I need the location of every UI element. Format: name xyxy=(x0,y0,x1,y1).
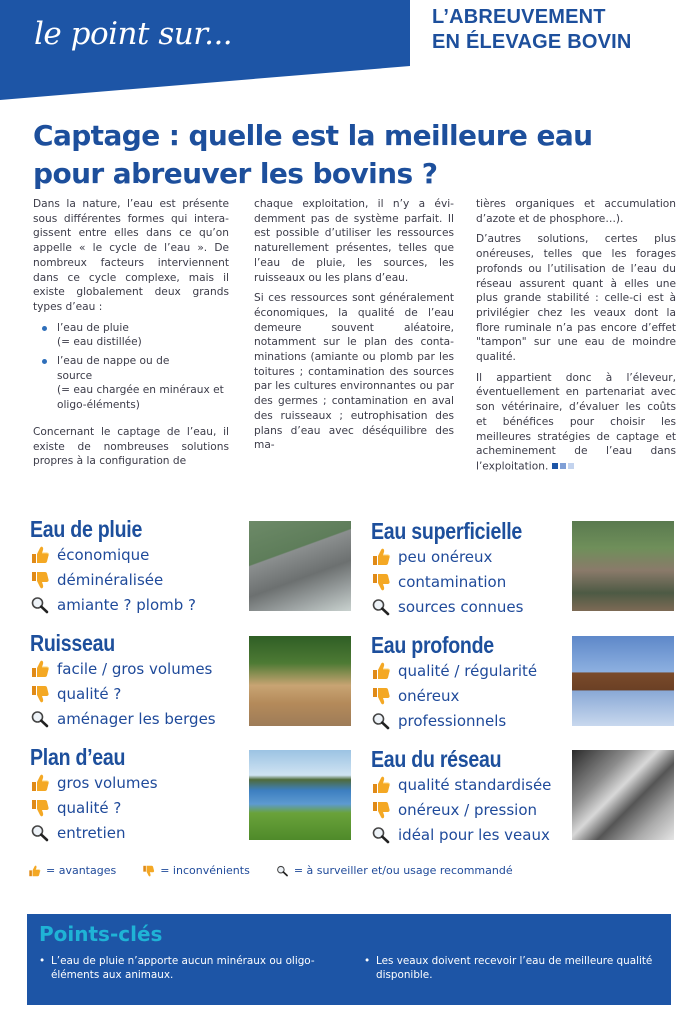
legend-con-label: = inconvénients xyxy=(160,864,250,877)
magnifier-icon xyxy=(30,596,50,614)
list-item-line: (= eau distillée) xyxy=(57,336,142,349)
thumbs-down-icon xyxy=(30,571,50,589)
topic-line-2: EN ÉLEVAGE BOVIN xyxy=(432,31,632,53)
hand-pump-bucket-photo xyxy=(572,521,674,611)
paragraph: chaque exploitation, il n’y a évidemment pas de système parfait. Il est possible d’utiliser les ressources naturellement présentes, telles que l’eau de pluie, les sources, les ruisseaux ou les plans d’eau. xyxy=(254,198,454,284)
icon-legend xyxy=(28,864,539,877)
water-types-list xyxy=(33,321,229,413)
magnifier-icon xyxy=(276,865,289,877)
magnifier-icon xyxy=(371,712,391,730)
con-text: qualité ? xyxy=(57,798,122,817)
magnifier-icon xyxy=(371,826,391,844)
list-item-line: l’eau de nappe ou de source xyxy=(57,355,170,382)
thumbs-up-icon xyxy=(30,546,50,564)
paragraph-text: Il appartient donc à l’éleveur, éventuellement en partenariat avec son vétérinaire, d’évaluer les coûts et bénéfices pour choisir les meilleures stratégies de captage et acheminement de l’eau dans l’exploitation. xyxy=(476,371,676,473)
con-text: onéreux xyxy=(398,686,460,705)
topic-heading xyxy=(432,5,632,55)
pro-text: facile / gros volumes xyxy=(57,659,213,678)
article-column-2 xyxy=(254,197,454,459)
watch-text: idéal pour les veaux xyxy=(398,825,550,844)
title-line-1: Captage : quelle est la meilleure eau xyxy=(33,119,593,152)
key-point: • L’eau de pluie n’apporte aucun minéraux ou oligo-éléments aux animaux. xyxy=(39,954,319,982)
series-label: le point sur... xyxy=(34,16,233,52)
water-source-title: Eau du réseau xyxy=(371,746,502,772)
key-point: • Les veaux doivent recevoir l’eau de meilleure qualité disponible. xyxy=(364,954,664,982)
title-line-2: pour abreuver les bovins ? xyxy=(33,157,438,190)
list-item-line: l’eau de pluie xyxy=(57,321,129,334)
thumbs-up-icon xyxy=(28,865,41,877)
watch-text: entretien xyxy=(57,823,126,842)
key-points-list-right xyxy=(364,954,664,982)
pro-text: peu onéreux xyxy=(398,547,493,566)
watch-text: sources connues xyxy=(398,597,524,616)
article-title xyxy=(33,117,673,193)
thumbs-up-icon xyxy=(30,660,50,678)
water-tap-photo xyxy=(572,750,674,840)
paragraph: D’autres solutions, certes plus onéreuses, telles que les forages profonds ou l’utilisation de l’eau du réseau assurent quant à elles une plus grande stabilité : celle-ci est à privilégier chez les veaux dont la flore ruminale n’a pas encore d’effet "tampon" sur une eau de moindre qualité. xyxy=(476,233,676,364)
thumbs-down-icon xyxy=(142,865,155,877)
end-mark-squares xyxy=(552,459,576,474)
water-source-title: Plan d’eau xyxy=(30,744,126,770)
list-item-line: (= eau chargée en minéraux et oligo-éléments) xyxy=(57,384,224,412)
paragraph: Si ces ressources sont généralement économiques, la qualité de l’eau demeure souvent aléatoire, notamment sur le plan des contaminations (amiante ou plomb par les toitures ; contamination des sources par les cultures environnantes ou par des germes ; contamination en aval des ruisseaux ; eutrophisation des plans d’eau avec déséquilibre des ma- xyxy=(254,292,454,452)
water-source-title: Ruisseau xyxy=(30,630,115,656)
pro-text: gros volumes xyxy=(57,773,158,792)
topic-line-1: L’ABREUVEMENT xyxy=(432,6,606,28)
cows-by-stream-photo xyxy=(249,636,351,726)
magnifier-icon xyxy=(371,598,391,616)
paragraph: tières organiques et accumulation d’azote et de phosphore…). xyxy=(476,198,676,225)
thumbs-down-icon xyxy=(371,687,391,705)
water-source-title: Eau profonde xyxy=(371,632,494,658)
paragraph: Dans la nature, l’eau est présente sous différentes formes qui interagissent entre elles dans ce qu’on appelle « le cycle de l’eau ». De nombreux facteurs interviennent dans ce cycle complexe, mais il existe globalement deux grands types d’eau : xyxy=(33,198,229,313)
pro-text: économique xyxy=(57,545,150,564)
con-text: onéreux / pression xyxy=(398,800,538,819)
key-points-box xyxy=(27,914,671,1005)
legend-watch xyxy=(276,864,513,877)
con-text: déminéralisée xyxy=(57,570,164,589)
magnifier-icon xyxy=(30,710,50,728)
thumbs-down-icon xyxy=(30,799,50,817)
paragraph: Concernant le captage de l’eau, il existe de nombreuses solutions propres à la configuration de xyxy=(33,425,229,468)
list-item xyxy=(57,321,229,350)
key-points-list-left xyxy=(39,954,319,982)
thumbs-down-icon xyxy=(371,801,391,819)
legend-pro-label: = avantages xyxy=(46,864,117,877)
thumbs-up-icon xyxy=(30,774,50,792)
pro-text: qualité standardisée xyxy=(398,775,552,794)
article-column-1 xyxy=(33,197,229,475)
water-source-title: Eau superficielle xyxy=(371,518,523,544)
watch-text: aménager les berges xyxy=(57,709,216,728)
pro-text: qualité / régularité xyxy=(398,661,538,680)
legend-con xyxy=(142,864,250,877)
key-points-title: Points-clés xyxy=(39,922,163,946)
paragraph xyxy=(476,371,676,474)
thumbs-down-icon xyxy=(371,573,391,591)
water-source-title: Eau de pluie xyxy=(30,516,143,542)
con-text: contamination xyxy=(398,572,507,591)
thumbs-up-icon xyxy=(371,548,391,566)
thumbs-up-icon xyxy=(371,776,391,794)
con-text: qualité ? xyxy=(57,684,122,703)
list-item xyxy=(57,354,229,413)
watch-text: amiante ? plomb ? xyxy=(57,595,197,614)
thumbs-up-icon xyxy=(371,662,391,680)
magnifier-icon xyxy=(30,824,50,842)
watch-text: professionnels xyxy=(398,711,507,730)
rain-on-roof-photo xyxy=(249,521,351,611)
thumbs-down-icon xyxy=(30,685,50,703)
drilling-rig-photo xyxy=(572,636,674,726)
legend-watch-label: = à surveiller et/ou usage recommandé xyxy=(293,864,513,877)
cow-by-lake-photo xyxy=(249,750,351,840)
legend-pro xyxy=(28,864,116,877)
article-column-3 xyxy=(476,197,676,480)
